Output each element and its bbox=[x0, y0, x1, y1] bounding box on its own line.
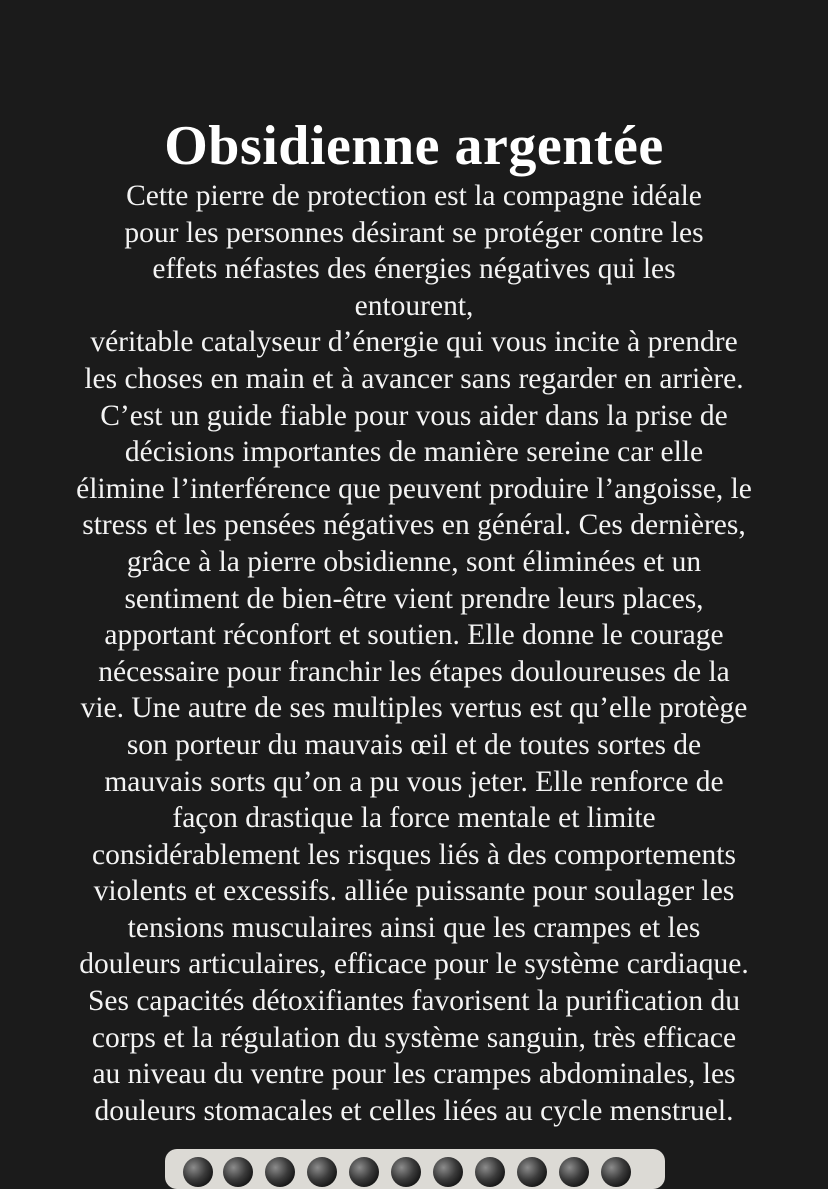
bead-icon bbox=[391, 1157, 421, 1187]
text-line: décisions importantes de manière sereine car elle bbox=[124, 436, 704, 469]
bead-icon bbox=[349, 1157, 379, 1187]
text-line: C’est un guide fiable pour vous aider dans la prise de bbox=[100, 399, 728, 432]
text-line: apportant réconfort et soutien. Elle donne le courage bbox=[104, 619, 724, 652]
text-line: les choses en main et à avancer sans regarder en arrière. bbox=[84, 362, 744, 395]
text-line: douleurs articulaires, efficace pour le système cardiaque. bbox=[79, 948, 749, 981]
text-line: façon drastique la force mentale et limite bbox=[172, 802, 656, 835]
text-line: véritable catalyseur d’énergie qui vous incite à prendre bbox=[90, 326, 738, 359]
text-line: nécessaire pour franchir les étapes douloureuses de la bbox=[98, 655, 730, 688]
text-line: vie. Une autre de ses multiples vertus est qu’elle protège bbox=[80, 692, 748, 725]
text-line: au niveau du ventre pour les crampes abdominales, les bbox=[92, 1058, 736, 1091]
text-line: douleurs stomacales et celles liées au cycle menstruel. bbox=[94, 1094, 734, 1127]
description-text bbox=[28, 178, 800, 1129]
text-line: élimine l’interférence que peuvent produire l’angoisse, le bbox=[76, 472, 752, 505]
bead-icon bbox=[475, 1157, 505, 1187]
text-line: mauvais sorts qu’on a pu vous jeter. Elle renforce de bbox=[104, 765, 724, 798]
bead-icon bbox=[517, 1157, 547, 1187]
text-line: sentiment de bien-être vient prendre leurs places, bbox=[124, 582, 704, 615]
bead-icon bbox=[559, 1157, 589, 1187]
bead-icon bbox=[183, 1157, 213, 1187]
page-title: Obsidienne argentée bbox=[164, 115, 664, 177]
text-line: tensions musculaires ainsi que les crampes et les bbox=[127, 911, 701, 944]
bead-icon bbox=[433, 1157, 463, 1187]
text-line: Ses capacités détoxifiantes favorisent la purification du bbox=[87, 985, 741, 1018]
bead-icon bbox=[601, 1157, 631, 1187]
text-line: violents et excessifs. alliée puissante pour soulager les bbox=[93, 875, 735, 908]
text-line: grâce à la pierre obsidienne, sont éliminées et un bbox=[126, 545, 702, 578]
text-line: considérablement les risques liés à des comportements bbox=[92, 838, 736, 871]
bead-icon bbox=[307, 1157, 337, 1187]
bead-icon bbox=[265, 1157, 295, 1187]
text-line: Cette pierre de protection est la compagne idéale bbox=[126, 180, 702, 212]
text-line: son porteur du mauvais œil et de toutes sortes de bbox=[126, 728, 702, 761]
bracelet-photo bbox=[165, 1149, 665, 1189]
text-line: effets néfastes des énergies négatives qui les bbox=[152, 253, 676, 286]
bead-icon bbox=[223, 1157, 253, 1187]
text-line: corps et la régulation du système sanguin, très efficace bbox=[91, 1021, 737, 1054]
text-line: entourent, bbox=[354, 289, 474, 322]
text-line: pour les personnes désirant se protéger contre les bbox=[124, 216, 704, 249]
text-line: stress et les pensées négatives en général. Ces dernières, bbox=[82, 509, 746, 542]
